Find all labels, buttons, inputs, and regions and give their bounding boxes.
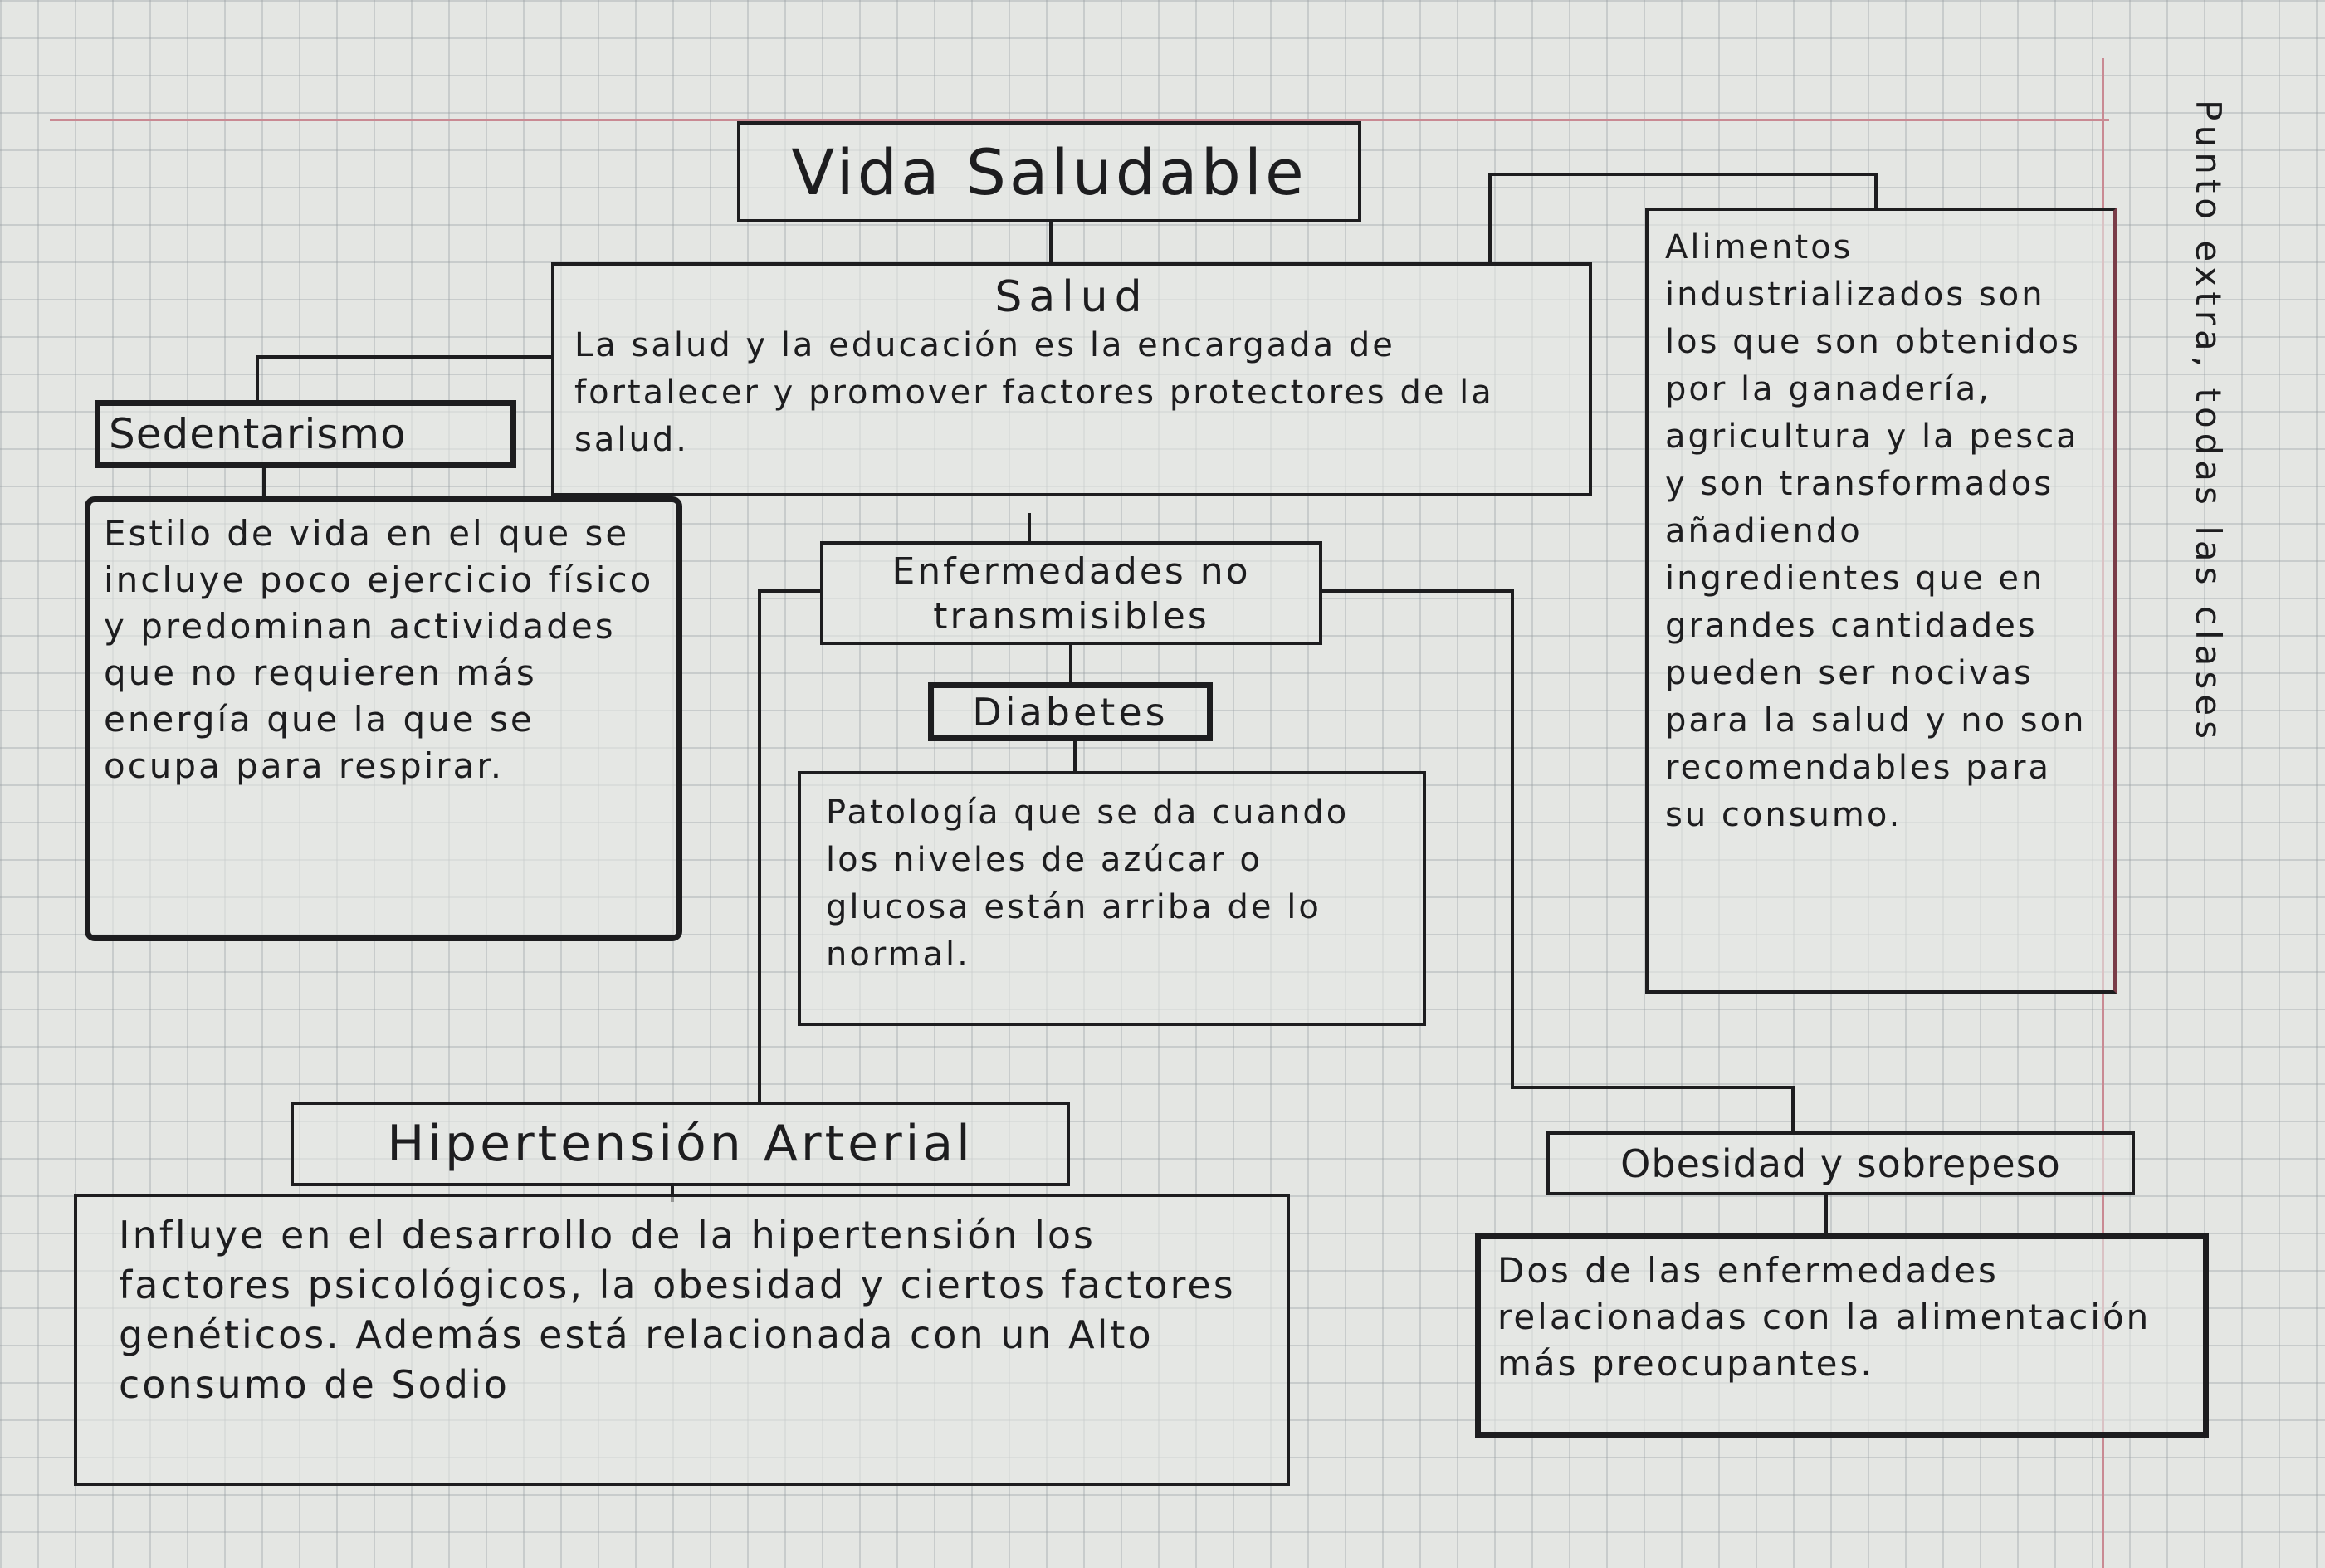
node-sedentarismo	[95, 400, 516, 468]
enfermedades-title: Enfermedades no transmisibles	[891, 550, 1251, 637]
link-salud-sedentarismo	[257, 357, 551, 400]
node-vida-saludable	[737, 121, 1361, 222]
obesidad-text: Dos de las enfermedades relacionadas con la alimentación más preocupantes.	[1497, 1250, 2152, 1384]
node-salud	[551, 262, 1592, 496]
node-diabetes	[928, 682, 1213, 741]
node-alimentos-industrializados	[1645, 208, 2117, 994]
node-enfermedades-no-transmisibles	[820, 541, 1322, 645]
node-hipertension-text	[74, 1194, 1290, 1486]
salud-title: Salud	[994, 272, 1149, 322]
hipertension-text: Influye en el desarrollo de la hipertensión los factores psicológicos, la obesidad y ciertos factores genéticos. Además está relacionada con un Alto consumo de Sodio	[119, 1213, 1236, 1407]
alimentos-text: Alimentos industrializados son los que son obtenidos por la ganadería, agricultura y la pesca y son transformados añadiendo ingredientes que en grandes cantidades pueden ser nocivas para la salud y no son recomendables para su consumo.	[1665, 228, 2087, 834]
node-obesidad-text	[1475, 1233, 2209, 1438]
diabetes-text: Patología que se da cuando los niveles de azúcar o glucosa están arriba de lo normal.	[826, 794, 1350, 974]
node-title: Vida Saludable	[791, 134, 1307, 209]
salud-text: La salud y la educación es la encargada de fortalecer y promover factores protectores de la salud.	[574, 326, 1494, 459]
node-hipertension-arterial	[291, 1102, 1070, 1186]
node-obesidad-sobrepeso	[1546, 1131, 2135, 1195]
obesidad-title: Obesidad y sobrepeso	[1620, 1141, 2061, 1186]
node-estilo-de-vida	[85, 496, 682, 941]
sedentarismo-text: Estilo de vida en el que se incluye poco ejercicio físico y predominan actividades que no requieren más energía que la que se ocupa para respirar.	[104, 513, 654, 786]
node-patologia	[798, 771, 1426, 1026]
diabetes-title: Diabetes	[972, 689, 1169, 735]
sedentarismo-title: Sedentarismo	[109, 410, 407, 458]
hipertension-title: Hipertensión Arterial	[387, 1115, 974, 1173]
side-note: Punto extra, todas las clases	[2188, 100, 2229, 745]
